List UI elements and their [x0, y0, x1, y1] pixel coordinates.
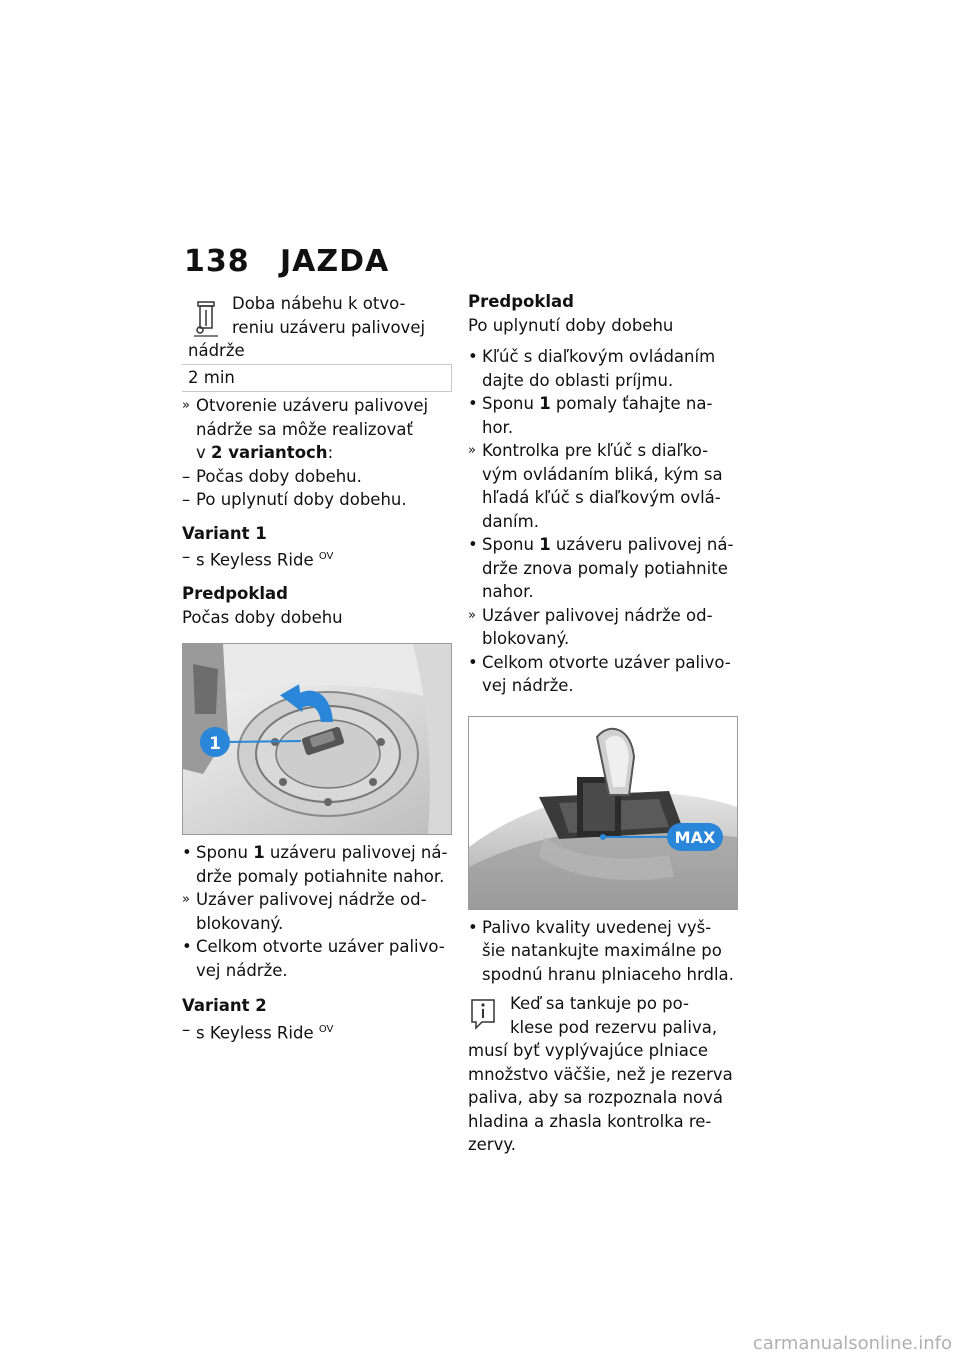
precondition-heading: Predpoklad	[468, 292, 574, 311]
step-item: • Sponu 1 pomaly ťahajte na- hor.	[468, 394, 713, 437]
bullet-icon: •	[468, 652, 478, 672]
fuel-filler-illustration	[469, 717, 737, 909]
result-item: » Uzáver palivovej nádrže od- blokovaný.	[468, 605, 713, 648]
variant1-heading: Variant 1	[182, 523, 267, 543]
page-header	[184, 244, 389, 279]
result-marker-icon: »	[182, 892, 190, 907]
result-item: » Uzáver palivovej nádrže od- blokovaný.	[182, 890, 427, 933]
dash-item: – s Keyless Ride $^{OV}$	[182, 547, 334, 570]
max-callout-label: MAX	[674, 827, 716, 847]
key-timer-icon	[190, 298, 222, 342]
precondition-text: Po uplynutí doby dobehu	[468, 315, 674, 335]
bullet-icon: •	[468, 917, 478, 937]
dash-item: – s Keyless Ride $^{OV}$	[182, 1019, 334, 1042]
result-marker-icon: »	[468, 607, 476, 623]
dash-item: – Počas doby dobehu.	[182, 466, 362, 486]
time-value: 2 min	[182, 365, 452, 393]
bullet-icon: •	[182, 843, 192, 862]
fuel-filler-figure	[468, 716, 738, 910]
variant2-heading: Variant 2	[182, 996, 267, 1015]
bullet-icon: •	[468, 394, 478, 413]
figure-callout-label: 1	[209, 734, 221, 754]
step-item: • Sponu 1 uzáveru palivovej ná- drže znova pomaly potiahnite nahor.	[468, 535, 734, 601]
dash-item: – Po uplynutí doby dobehu.	[182, 490, 407, 509]
step-item: • Celkom otvorte uzáver palivo- vej nádrže.	[468, 652, 731, 695]
result-item: » Otvorenie uzáveru palivovej nádrže sa môže realizovať v 2 variantoch:	[182, 396, 429, 462]
runtime-info-box	[182, 292, 452, 365]
info-line: Doba nábehu k otvo-	[232, 294, 406, 313]
step-item: • Sponu 1 uzáveru palivovej ná- drže pomaly potiahnite nahor.	[182, 843, 448, 886]
precondition-heading: Predpoklad	[182, 584, 288, 603]
bullet-icon: •	[182, 937, 192, 956]
result-item: » Kontrolka pre kľúč s diaľko- vým ovládaním bliká, kým sa hľadá kľúč s diaľkovým ovlá- daním.	[468, 441, 723, 531]
step-item: • Celkom otvorte uzáver palivo- vej nádrže.	[182, 937, 445, 980]
section-title: JAZDA	[280, 244, 390, 279]
step-item: • Kľúč s diaľkovým ovládaním dajte do oblasti príjmu.	[468, 347, 716, 390]
right-column	[468, 290, 740, 1157]
precondition-text: Počas doby dobehu	[182, 607, 343, 627]
info-line: nádrže	[188, 341, 245, 360]
fuel-cap-illustration	[183, 644, 451, 834]
bullet-icon: •	[468, 347, 478, 366]
fuel-cap-figure	[182, 643, 452, 835]
info-icon	[468, 996, 498, 1030]
result-marker-icon: »	[182, 398, 190, 413]
page-number: 138	[184, 244, 250, 279]
step-item: • Palivo kvality uvedenej vyš- šie natankujte maximálne po spodnú hranu plniaceho hrdla.	[468, 917, 734, 984]
info-line: reniu uzáveru palivovej	[232, 317, 426, 337]
bullet-icon: •	[468, 535, 478, 554]
info-note: Keď sa tankuje po po- klese pod rezervu paliva, musí byť vyplývajúce plniace množstvo väčšie, než je rezerva paliva, aby sa rozpoznala nová hladina a zhasla kontrolka re- zervy.	[468, 994, 733, 1154]
result-marker-icon: »	[468, 443, 476, 458]
left-column	[182, 292, 452, 1045]
footer-watermark: carmanualsonline.info	[752, 1333, 952, 1354]
